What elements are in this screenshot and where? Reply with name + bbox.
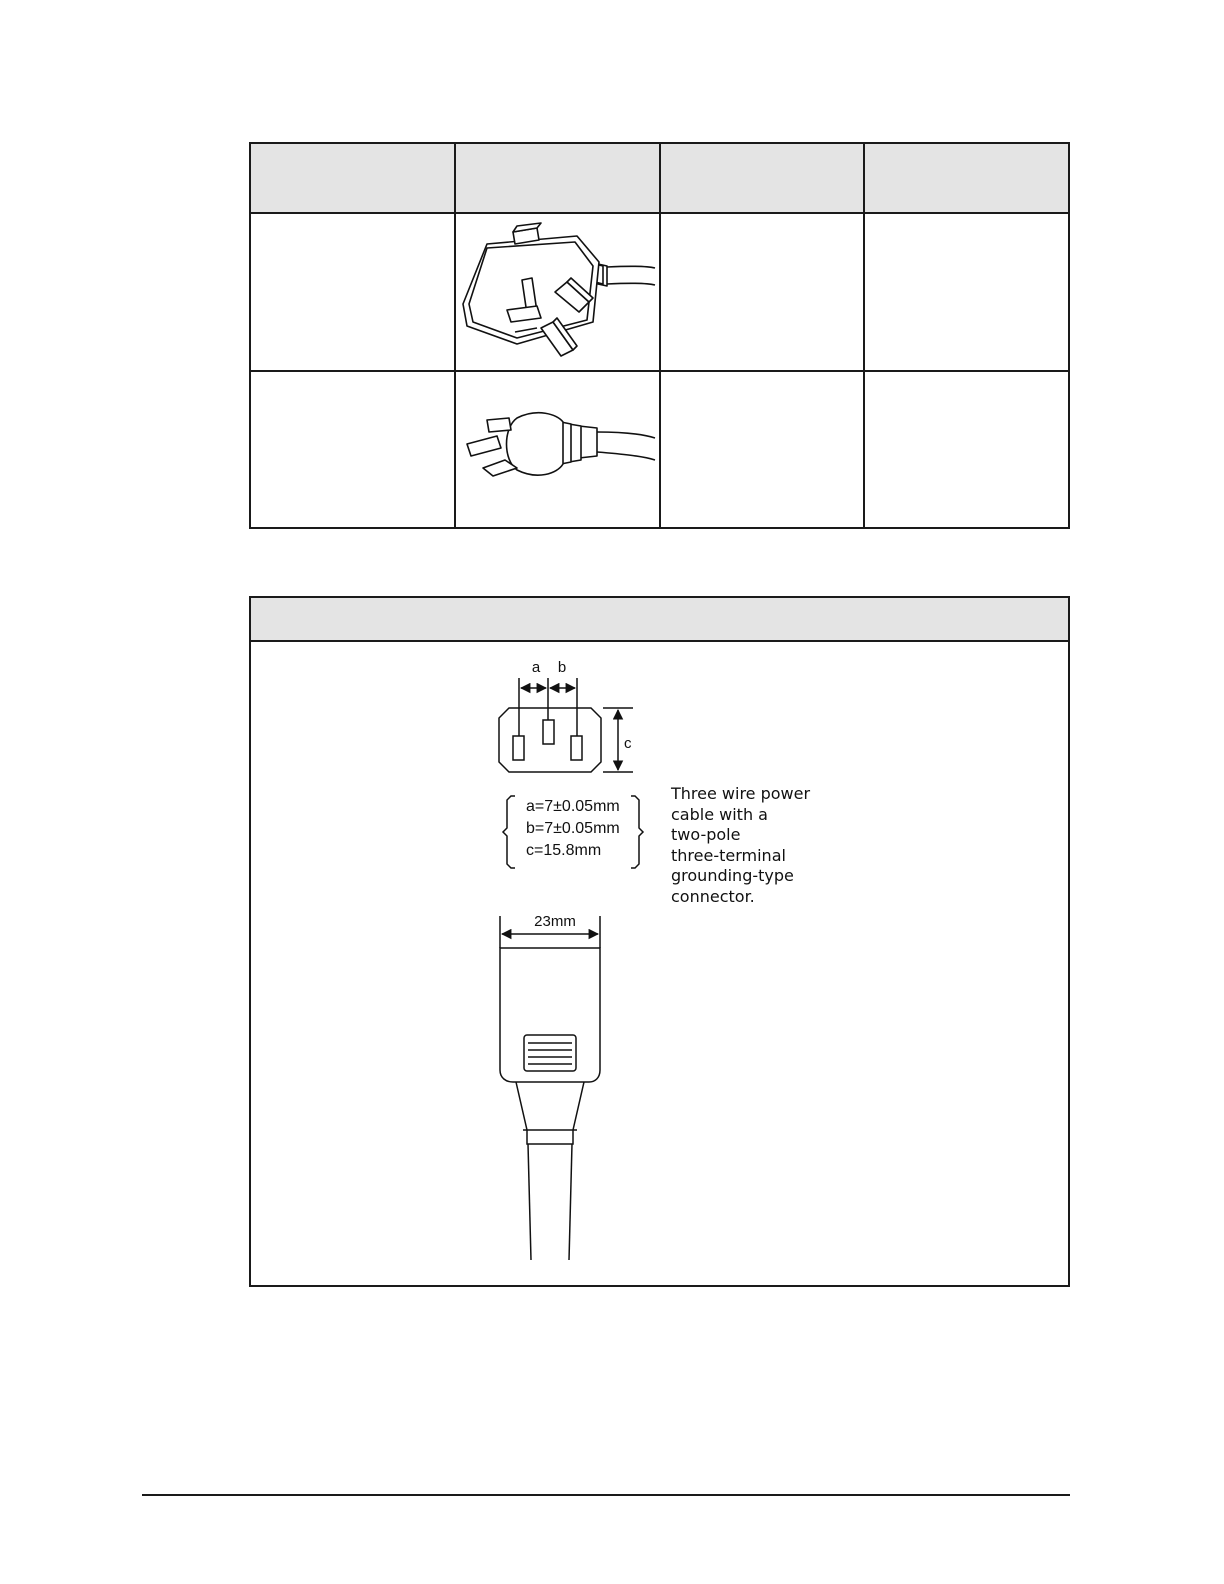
footer-divider: [142, 1494, 1070, 1496]
uk-plug-icon: [457, 222, 657, 362]
connector-face-outline: [499, 708, 601, 772]
connector-grip: [524, 1035, 576, 1071]
connector-diagram: [251, 642, 1068, 1287]
plug-table-header-cell: [455, 143, 660, 213]
spec-line-a: a=7±0.05mm: [526, 798, 620, 815]
connector-table-body: [251, 642, 1068, 1285]
table-cell: [660, 213, 865, 371]
description-line: grounding-type: [671, 866, 794, 885]
table-row: [250, 213, 1069, 371]
dimension-label-a: a: [531, 659, 541, 676]
description-line: three-terminal: [671, 845, 786, 865]
plug-table-header-row: [250, 143, 1069, 213]
table-cell: [864, 213, 1069, 371]
dimension-label-b: b: [557, 659, 567, 676]
plug-image-cell: [455, 213, 660, 371]
description-line: cable with a: [671, 804, 768, 824]
spec-line-c: c=15.8mm: [526, 842, 602, 859]
connector-table-header: [251, 598, 1068, 642]
table-cell: [660, 371, 865, 529]
connector-body-outline: [500, 948, 600, 1082]
plug-image-cell: [455, 371, 660, 529]
dimension-label-c: c: [624, 735, 632, 752]
connector-table: [249, 596, 1070, 1287]
table-cell: [250, 213, 455, 371]
plug-table-header-cell: [660, 143, 865, 213]
terminal-slot: [543, 720, 554, 744]
australia-plug-icon: [457, 394, 657, 504]
dimension-label-width: 23mm: [534, 913, 576, 930]
description-line: two-pole: [671, 825, 741, 844]
table-row: [250, 371, 1069, 529]
plug-type-table: [249, 142, 1070, 529]
table-cell: [250, 371, 455, 529]
plug-table-header-cell: [250, 143, 455, 213]
terminal-slot: [571, 736, 582, 760]
connector-description: [671, 784, 851, 907]
description-line: connector.: [671, 886, 755, 906]
table-cell: [864, 371, 1069, 529]
plug-table-header-cell: [864, 143, 1069, 213]
spec-line-b: b=7±0.05mm: [526, 820, 620, 837]
description-line: Three wire power: [671, 784, 811, 803]
terminal-slot: [513, 736, 524, 760]
